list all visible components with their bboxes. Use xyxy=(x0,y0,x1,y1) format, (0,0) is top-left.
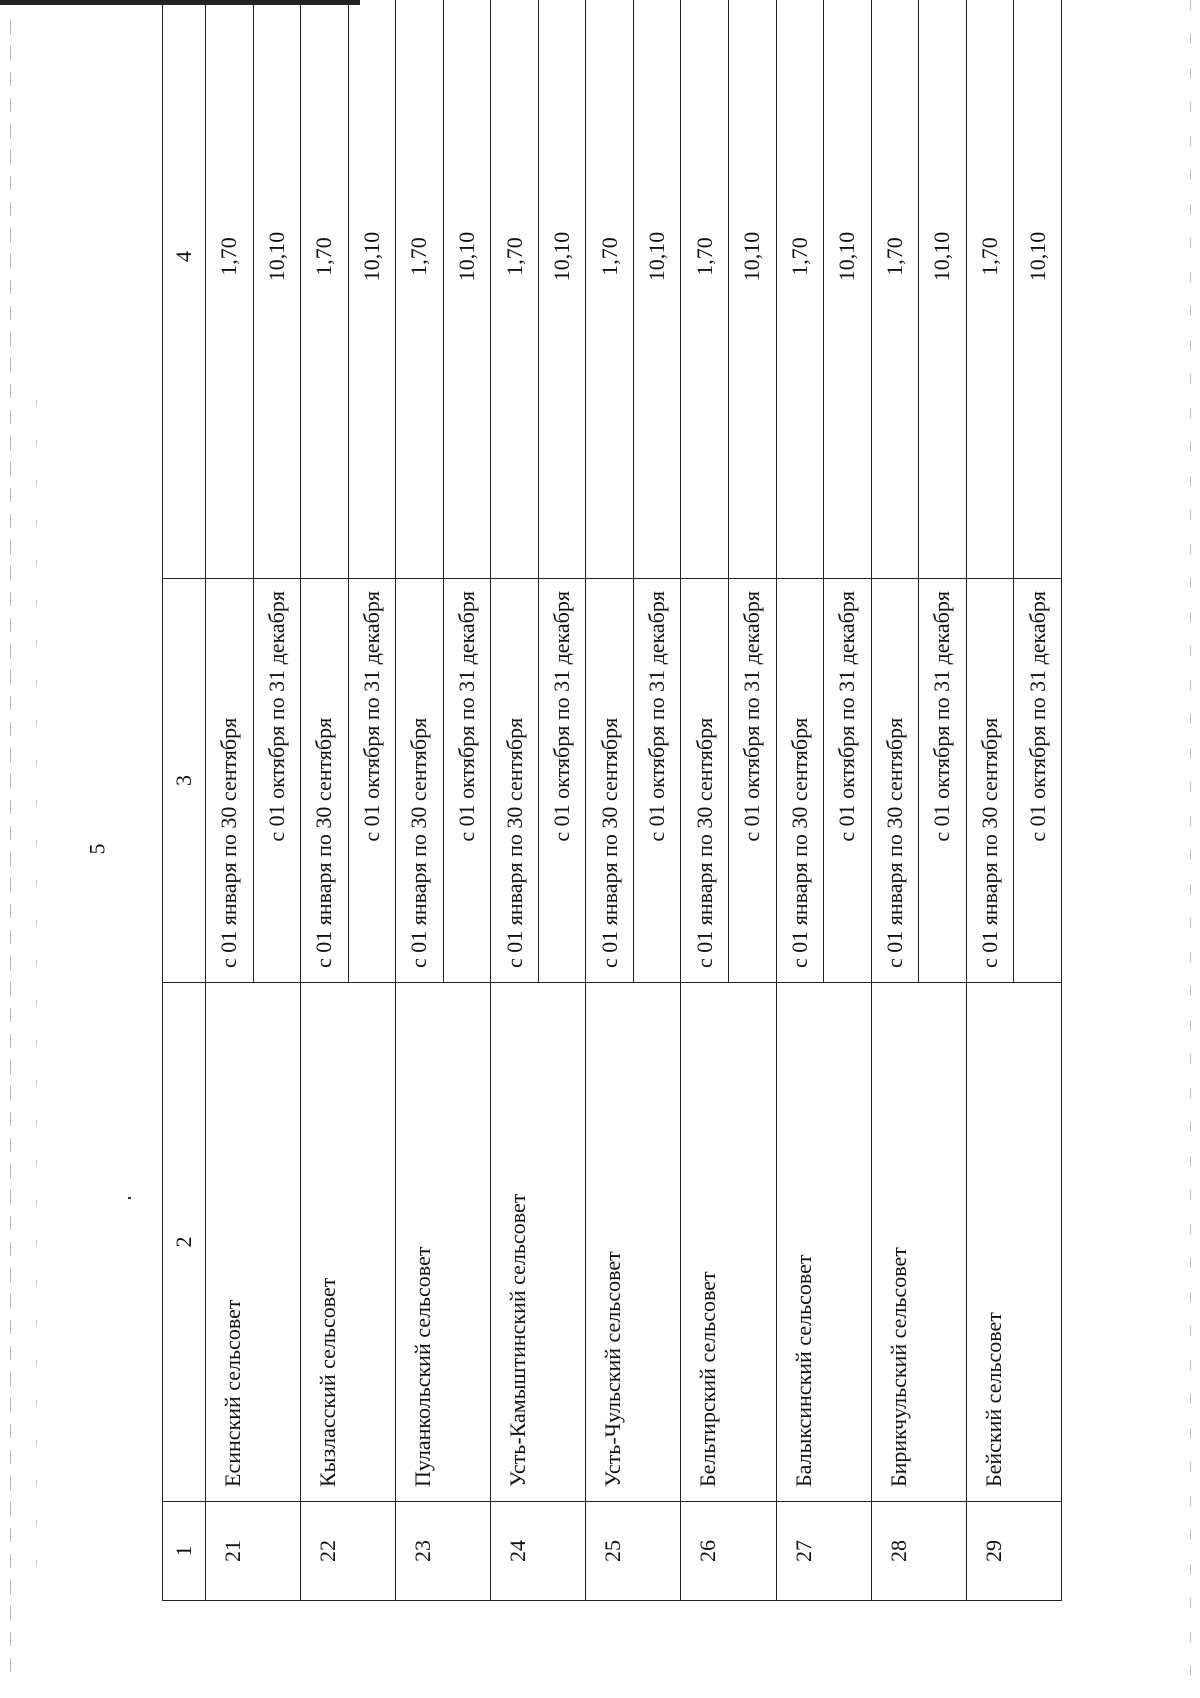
period-cell: с 01 января по 30 сентября xyxy=(586,579,634,983)
table-row xyxy=(491,0,539,1601)
period-cell: с 01 октября по 31 декабря xyxy=(443,579,491,983)
period-cell: с 01 января по 30 сентября xyxy=(491,579,539,983)
period-cell: с 01 октября по 31 декабря xyxy=(824,579,872,983)
header-col-1: 1 xyxy=(163,1502,206,1601)
row-number: 24 xyxy=(491,1502,586,1601)
row-number: 25 xyxy=(586,1502,681,1601)
scan-edge-left-inner xyxy=(36,400,37,1600)
header-row xyxy=(163,0,206,1601)
period-cell: с 01 октября по 31 декабря xyxy=(633,579,681,983)
table-row xyxy=(586,0,634,1601)
tariff-table xyxy=(162,0,1062,1601)
scan-speck xyxy=(128,1197,131,1199)
page-number: 5 xyxy=(84,843,110,855)
period-cell: с 01 октября по 31 декабря xyxy=(538,579,586,983)
settlement-name: Пуланкольский сельсовет xyxy=(396,983,491,1502)
settlement-name: Усть-Камыштинский сельсовет xyxy=(491,983,586,1502)
value-cell: 1,70 xyxy=(776,0,824,579)
settlement-name: Бирикчульский сельсовет xyxy=(871,983,966,1502)
row-number: 26 xyxy=(681,1502,776,1601)
table-row xyxy=(681,0,729,1601)
period-cell: с 01 октября по 31 декабря xyxy=(919,579,967,983)
period-cell: с 01 января по 30 сентября xyxy=(206,579,254,983)
table-row xyxy=(396,0,444,1601)
value-cell: 1,70 xyxy=(966,0,1014,579)
table-row xyxy=(776,0,824,1601)
period-cell: с 01 января по 30 сентября xyxy=(681,579,729,983)
table-row xyxy=(966,0,1014,1601)
period-cell: с 01 января по 30 сентября xyxy=(396,579,444,983)
value-cell: 10,10 xyxy=(443,0,491,579)
period-cell: с 01 октября по 31 декабря xyxy=(253,579,301,983)
value-cell: 10,10 xyxy=(919,0,967,579)
value-cell: 10,10 xyxy=(538,0,586,579)
row-number: 27 xyxy=(776,1502,871,1601)
settlement-name: Балыксинский сельсовет xyxy=(776,983,871,1502)
period-cell: с 01 октября по 31 декабря xyxy=(729,579,777,983)
table-row xyxy=(206,0,254,1601)
value-cell: 10,10 xyxy=(1014,0,1062,579)
value-cell: 1,70 xyxy=(586,0,634,579)
value-cell: 1,70 xyxy=(206,0,254,579)
value-cell: 10,10 xyxy=(253,0,301,579)
settlement-name: Бейский сельсовет xyxy=(966,983,1061,1502)
scan-edge-right xyxy=(1190,0,1191,1698)
row-number: 22 xyxy=(301,1502,396,1601)
row-number: 29 xyxy=(966,1502,1061,1601)
row-number: 28 xyxy=(871,1502,966,1601)
table-row xyxy=(871,0,919,1601)
value-cell: 10,10 xyxy=(348,0,396,579)
rotated-table-wrapper xyxy=(162,51,1062,1601)
value-cell: 10,10 xyxy=(633,0,681,579)
value-cell: 10,10 xyxy=(824,0,872,579)
value-cell: 1,70 xyxy=(681,0,729,579)
period-cell: с 01 января по 30 сентября xyxy=(966,579,1014,983)
settlement-name: Бельтирский сельсовет xyxy=(681,983,776,1502)
table-body xyxy=(163,0,1062,1601)
settlement-name: Усть-Чульский сельсовет xyxy=(586,983,681,1502)
value-cell: 1,70 xyxy=(396,0,444,579)
period-cell: с 01 января по 30 сентября xyxy=(776,579,824,983)
settlement-name: Кызласский сельсовет xyxy=(301,983,396,1502)
header-col-3: 3 xyxy=(163,579,206,983)
scan-edge-left xyxy=(10,20,11,1680)
value-cell: 1,70 xyxy=(491,0,539,579)
header-col-2: 2 xyxy=(163,983,206,1502)
value-cell: 10,10 xyxy=(729,0,777,579)
row-number: 23 xyxy=(396,1502,491,1601)
period-cell: с 01 октября по 31 декабря xyxy=(348,579,396,983)
row-number: 21 xyxy=(206,1502,301,1601)
value-cell: 1,70 xyxy=(301,0,349,579)
period-cell: с 01 января по 30 сентября xyxy=(871,579,919,983)
settlement-name: Есинский сельсовет xyxy=(206,983,301,1502)
table-row xyxy=(301,0,349,1601)
period-cell: с 01 января по 30 сентября xyxy=(301,579,349,983)
header-col-4: 4 xyxy=(163,0,206,579)
value-cell: 1,70 xyxy=(871,0,919,579)
period-cell: с 01 октября по 31 декабря xyxy=(1014,579,1062,983)
